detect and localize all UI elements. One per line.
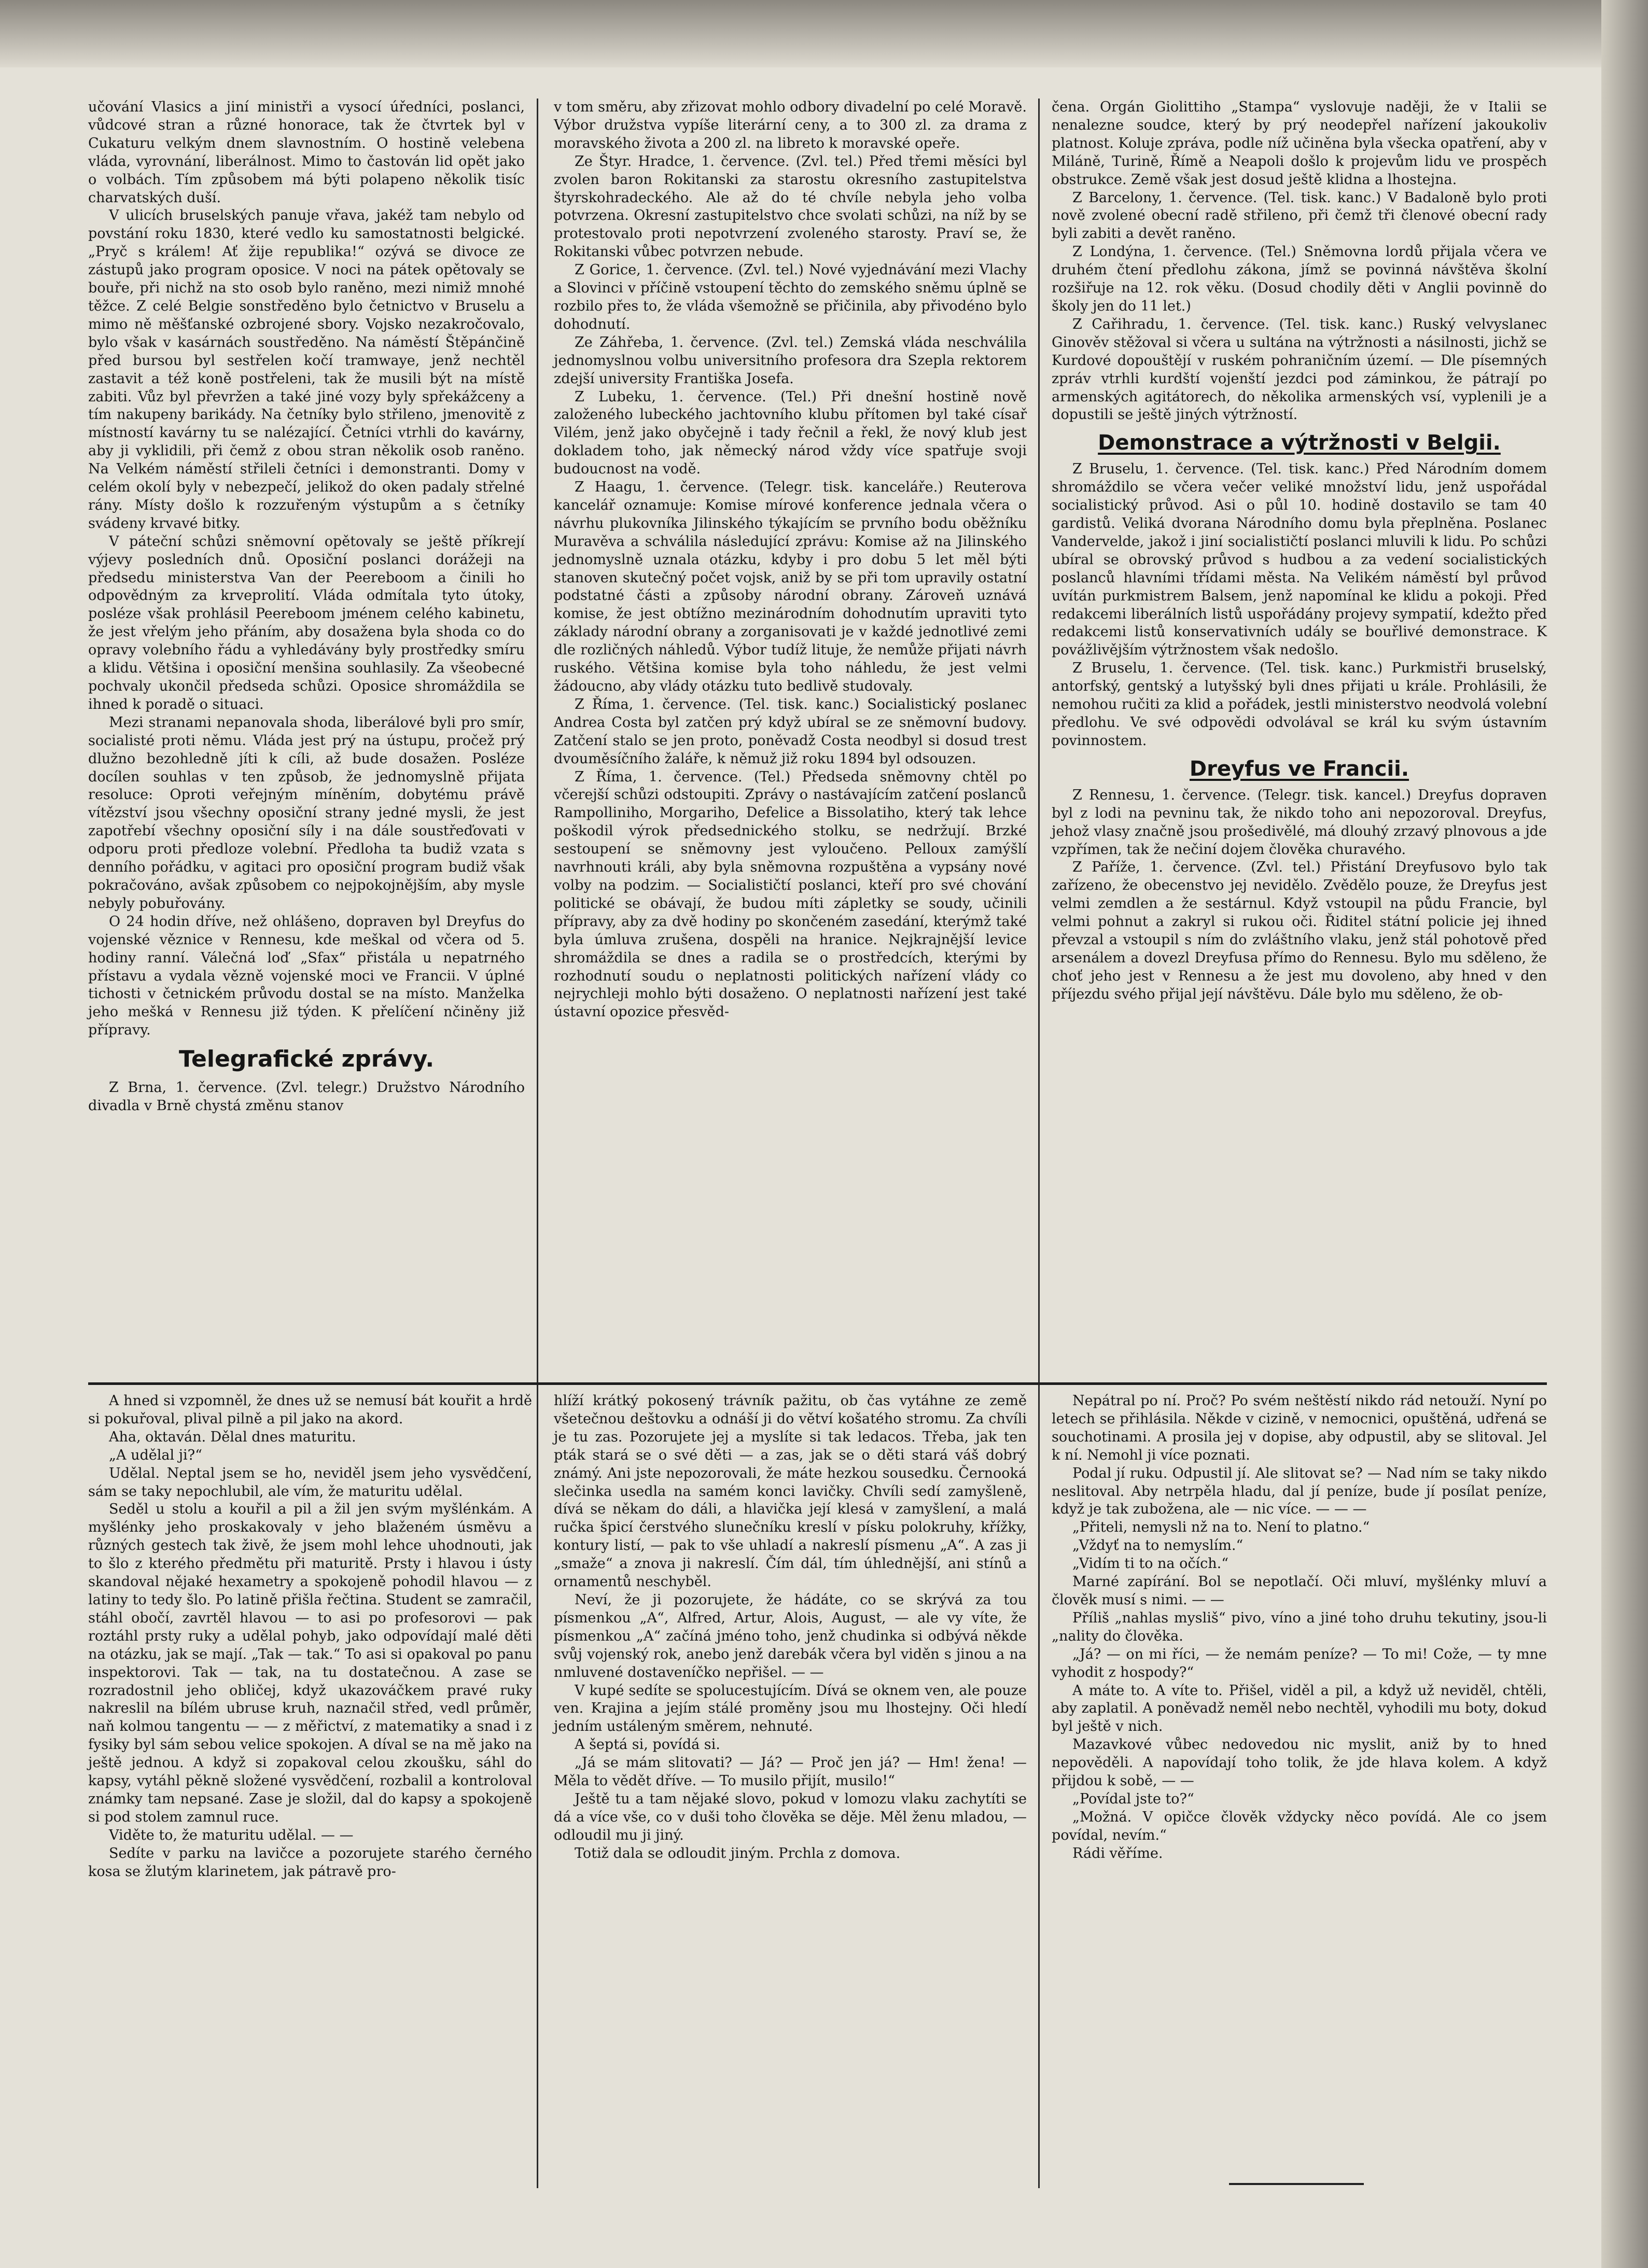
feuilleton-paragraph: Ještě tu a tam nějaké slovo, pokud v lomozu vlaku zachytíti se dá a více vše, co v duši toho člověka se děje. Měl ženu mladou, — odloudil mu ji jiný. (554, 1790, 1027, 1843)
column-rule-2 (1038, 99, 1040, 2188)
feuilleton-paragraph: „Já? — on mi říci, — že nemám peníze? — To mi! Cože, — ty mne vyhodit z hospody?“ (1052, 1646, 1547, 1681)
telegram-item: Z Říma, 1. července. (Tel.) Předseda sněmovny chtěl po včerejší schůzi odstoupiti. Zprávy o nastávajícím zatčení poslanců Rampolliniho, Morgariho, Defelice a Bissolatiho, který tak lehce poškodil výrok předsednického stolku, se nedržují. Brzké sestoupení se sněmovny jest vyloučeno. Pelloux zamýšlí navrhnouti králi, aby byla sněmovna rozpuštěna a vypsány nové volby na podzim. — Socialističtí poslanci, kteří pro své chování politické se obávají, že budou míti zápletky se soudy, učinili přípravy, aby za dvě hodiny po skončeném zasedání, kterýmž také byla úmluva zrušena, dospěli na hranice. Nejkrajnější levice shromáždila se dnes a radila se o prostředcích, kterými by rozhodnutí soudu o neplatnosti politických nařízení vlády co nejrychleji mohlo býti dosaženo. O neplatnosti nařízení jest také ústavní opozice přesvěd- (554, 768, 1027, 1020)
article-paragraph: O 24 hodin dříve, než ohlášeno, dopraven byl Dreyfus do vojenské věznice v Rennesu, kde meškal od včera od 5. hodiny ranní. Válečná loď „Sfax“ přistála u nepatrného přístavu a vydala vězně vojenské moci ve Francii. V úplné tichosti v četnickém průvodu dostal se na místo. Manželka jeho mešká v Rennesu již týden. K přelíčení nčiněny již přípravy. (88, 913, 525, 1039)
feuilleton-paragraph: Nepátral po ní. Proč? Po svém neštěstí nikdo rád netouží. Nyní po letech se přihlásila. Někde v cizině, v nemocnici, opuštěná, udřená se souchotinami. A prosila jej v dopise, aby odpustil, aby se slitoval. Jel k ní. Nemohl ji více poznati. (1052, 1393, 1547, 1463)
article-paragraph: učování Vlasics a jiní ministři a vysocí úředníci, poslanci, vůdcové stran a různé honorace, tak že čtvrtek byl v Cukaturu velkým dnem slavnostním. O hostině velebena vláda, vyrovnání, liberálnost. Mimo to častován lid opět jako o volbách. Tím způsobem má býti polapeno několik tisíc charvatských duší. (88, 99, 525, 206)
telegram-item: Z Barcelony, 1. července. (Tel. tisk. kanc.) V Badaloně bylo proti nově zvolené obecní radě střileno, při čemž tři členové obecní rady byli zabiti a devět raněno. (1052, 189, 1547, 242)
feuilleton-paragraph: hlíží krátký pokosený trávník pažitu, ob čas vytáhne ze země všetečnou deštovku a odnáší ji do větví košatého stromu. Za chvíli je tu zas. Pozorujete jej a myslíte si tak ledacos. Třeba, jak ten pták stará se o své děti — a zas, jak se o děti stará váš dobrý známý. Ani jste nepozorovali, že máte hezkou sousedku. Černooká slečinka usedla na samém konci lavičky. Chvíli sedí zamyšleně, dívá se někam do dáli, a hlavička její klesá v zamyšlení, a malá ručka špicí čerstvého slunečníku kreslí v písku polokruhy, křížky, kontury listí, — pak to vše uhladí a nakreslí písmenu „A“. A zas ji „smaže“ a znova ji nakreslí. Čím dál, tím úhlednější, ani stínů a ornamentů neschyběl. (554, 1393, 1027, 1590)
feuilleton-paragraph: A hned si vzpomněl, že dnes už se nemusí bát kouřit a hrdě si pokuřoval, plival pilně a pil jako na akord. (88, 1393, 532, 1427)
telegram-item: Z Lubeku, 1. července. (Tel.) Při dnešní hostině nově založeného lubeckého jachtovního klubu přítomen byl také císař Vilém, jenž jako obyčejně i tady řečnil a řekl, že nový klub jest dokladem toho, jak německý národ vždy více spatřuje svoji budoucnost na vodě. (554, 388, 1027, 478)
telegram-item: Z Londýna, 1. července. (Tel.) Sněmovna lordů přijala včera ve druhém čtení předlohu zákona, jímž se povinná návštěva školní rozšiřuje na 12. rok věku. (Dosud chodily děti v Anglii povinně do školy jen do 11 let.) (1052, 244, 1547, 314)
column-3 (1052, 99, 1547, 1374)
article-paragraph: V ulicích bruselských panuje vřava, jakéž tam nebylo od povstání roku 1830, které vedlo ku samostatnosti belgické. „Pryč s králem! Ať žije republika!“ ozývá se divoce ze zástupů jako program oposice. V noci na pátek opětovaly se bouře, při nichž na sto osob bylo raněno, mezi nimiž mnohé těžce. Z celé Belgie sonstředěno bylo četnictvo v Bruselu a mimo ně měšťanské ozbrojené sbory. Vojsko nezakročovalo, bylo však v kasárnách soustředěno. Na náměstí Štěpánčině před bursou byl sestřelen kočí tramwaye, jenž nechtěl zastavit a též koně postřeleni, tak že musili být na místě zabiti. Vůz byl převržen a také jiné vozy byly spřekážceny a tím nakupeny barikády. Na četníky bylo střileno, jmenovitě z místností kavárny tu se nalézající. Četníci vtrhli do kavárny, aby ji vyklidili, při čemž z obou stran několik osob raněno. Na Velkém náměstí střileli četníci i demonstranti. Domy v celém okolí byly v nebezpečí, jelikož do oken padaly střelné rány. Místy došlo k rozzuřeným výstupům a s četníky svádeny krvavé bitky. (88, 207, 525, 531)
feuilleton-paragraph: „Přiteli, nemysli nž na to. Není to platno.“ (1072, 1519, 1370, 1536)
telegram-item: Z Gorice, 1. července. (Zvl. tel.) Nové vyjednávání mezi Vlachy a Slovinci v příčině vstoupení těchto do zemského sněmu úplně se rozbilo přes to, že vláda všemožně se přičinila, aby přivodéno bylo dohodnutí. (554, 262, 1027, 332)
article-paragraph: Mezi stranami nepanovala shoda, liberálové byli pro smír, socialisté proti němu. Vláda jest prý na ústupu, pročež prý dlužno bezohledně jíti k cíli, až bude dosažen. Posléze docílen souhlas v ten způsob, že jednomyslně přijata resoluce: Oproti veřejným míněním, dobytému právě vítězství jsou všechny oposiční strany jedné mysli, že jest zapotřebí všechny oposiční síly i na dále soustřeďovati v odporu proti předloze volební. Předloha ta budiž vzata s denního pořádku, v agitaci pro oposiční program budiž však pokračováno, avšak způsobem co nejpokojnějším, aby mysle nebyly pobuřovány. (88, 714, 525, 912)
feuilleton-paragraph: „Já se mám slitovati? — Já? — Proč jen já? — Hm! žena! — Měla to vědět dříve. — To musilo přijít, musilo!“ (554, 1755, 1027, 1789)
feuilleton-paragraph: Sedíte v parku na lavičce a pozorujete starého černého kosa se žlutým klarinetem, jak pátravě pro- (88, 1845, 532, 1880)
section-heading-dreyfus: Dreyfus ve Francii. (1189, 757, 1409, 781)
feuilleton-paragraph: Totiž dala se odloudit jiným. Prchla z domova. (575, 1845, 901, 1861)
feuilleton-paragraph: „Vidím ti to na očích.“ (1072, 1556, 1229, 1572)
newspaper-page (78, 99, 1571, 2235)
telegram-item: Ze Záhřeba, 1. července. (Zvl. tel.) Zemská vláda neschválila jednomyslnou volbu universitního profesora dra Szepla rektorem zdejší university Františka Josefa. (554, 334, 1027, 387)
feuilleton-paragraph: Neví, že ji pozorujete, že hádáte, co se skrývá za tou písmenkou „A“, Alfred, Artur, Alois, August, — ale vy víte, že písmenkou „A“ začíná jméno toho, jenž chudinka si odbývá někde svůj vojenský rok, anebo jenž darebák včera byl viděn s jinou a na nmluvené dostaveníčko nepřišel. — — (554, 1591, 1027, 1681)
column-rule-1 (537, 99, 538, 2188)
feuilleton-paragraph: Aha, oktaván. Dělal dnes maturitu. (109, 1429, 356, 1445)
telegram-item: Z Paříže, 1. července. (Zvl. tel.) Přistání Dreyfusovo bylo tak zařízeno, že obecenstvo jej nevidělo. Zvědělo pouze, že Dreyfus jest velmi zemdlen a že sestárnul. Když vstoupil na půdu Francie, byl velmi pohnut a zakryl si rukou oči. Řiditel státní policie jej ihned převzal a vstoupil s ním do zvláštního vlaku, jenž stál pohotově před arsenálem a dovezl Dreyfusa přímo do Rennesu. Bylo mu sděleno, že choť jeho jest v Rennesu a že jest mu dovoleno, aby hned v den příjezdu svého přijal její návštěvu. Dále bylo mu sděleno, že ob- (1052, 859, 1547, 1002)
feuilleton-paragraph: Podal jí ruku. Odpustil jí. Ale slitovat se? — Nad ním se taky nikdo neslitoval. Aby netrpěla hladu, dal jí peníze, bude jí posílat peníze, když je tak zubožena, ale — nic více. — — — (1052, 1465, 1547, 1518)
feuilleton-paragraph: V kupé sedíte se spolucestujícím. Dívá se oknem ven, ale pouze ven. Krajina a jejím stálé proměny jsou mu lhostejny. Oči hledí jedním ustáleným směrem, nehnuté. (554, 1682, 1027, 1735)
column-2 (554, 99, 1027, 1374)
telegram-item: v tom směru, aby zřizovat mohlo odbory divadelní po celé Moravě. Výbor družstva vypíše literární ceny, a to 300 zl. za drama z moravského života a 200 zl. na libreto k moravské opeře. (554, 99, 1027, 151)
page-right-edge (1601, 0, 1648, 2268)
feuilleton-paragraph: „Povídal jste to?“ (1072, 1790, 1194, 1807)
end-rule (1229, 2183, 1364, 2185)
feuilleton-paragraph: A máte to. A víte to. Přišel, viděl a pil, a když už neviděl, chtěli, aby zaplatil. A poněvadž neměl nebo nechtěl, vyhodili mu boty, dokud byl ještě v nich. (1052, 1682, 1547, 1735)
article-paragraph: V páteční schůzi sněmovní opětovaly se ještě příkrejí výjevy posledních dnů. Oposiční poslanci dorážeji na předsedu ministerstva Van der Peereboom a činili ho odpovědným za krveprolití. Vláda odmítala tyto útoky, posléze však prohlásil Peereboom jménem celého kabinetu, že jest vřelým jeho přáním, aby dosažena byla shoda co do opravy volebního řádu a vyhledávány byly prostředky smíru a klidu. Většina i oposiční menšina souhlasily. Za všeobecné pochvaly ukončil předseda schůzi. Oposice shromáždila se ihned k poradě o situaci. (88, 533, 525, 712)
telegram-item: Z Rennesu, 1. července. (Telegr. tisk. kancel.) Dreyfus dopraven byl z lodi na pevninu tak, že nikdo toho ani nepozoroval. Dreyfus, jehož vlasy značně jsou prošedivělé, má dlouhý zrzavý plnovous a jde vzpřímen, tak že nečiní dojem člověka churavého. (1052, 787, 1547, 858)
feuilleton-paragraph: Příliš „nahlas mysliš“ pivo, víno a jiné toho druhu tekutiny, jsou-li „nality do člověka. (1052, 1609, 1547, 1644)
page-top-shadow (0, 0, 1648, 67)
feuilleton-column-1 (88, 1392, 532, 2165)
feuilleton-paragraph: „Možná. V opičce člověk vždycky něco povídá. Ale co jsem povídal, nevím.“ (1052, 1809, 1547, 1843)
feuilleton-paragraph: „Vždyť na to nemyslím.“ (1072, 1537, 1244, 1554)
feuilleton-paragraph: Seděl u stolu a kouřil a pil a žil jen svým myšlénkám. A myšlénky jeho proskakovaly v jeho blaženém úsměvu a různých gestech tak živě, že jsem mohl lehce uhodnouti, jak to šlo z kterého předmětu při maturitě. Prsty i hlavou i ústy skandoval nějaké hexametry a spokojeně pohodil hlavou — z latiny to tedy šlo. Po latině přišla řečtina. Student se zamračil, stáhl obočí, zavrtěl hlavou — to asi po profesorovi — pak roztáhl prsty ruky a udělal pohyb, jako odpovídají malé děti na otázku, jak se mají. „Tak — tak.“ To asi si opakoval po panu inspektorovi. Tak — tak, na tu dostatečnou. A zase se rozradostnil jeho obličej, když ukazováčkem pravé ruky nakreslil na bílém ubruse kruh, naznačil střed, vedl průměr, naň kolmou tangentu — — z měřictví, z matematiky a snad i z fysiky byl sám sebou velice spokojen. A díval se na mě jako na ještě jednou. A když si zopakoval celou zkoušku, sáhl do kapsy, vytáhl pěkně složené vysvědčení, rozbalil a kontroloval známky tam nepsané. Zase je složil, dal do kapsy a spokojeně si pod stolem zamnul ruce. (88, 1501, 532, 1825)
feuilleton-paragraph: A šeptá si, povídá si. (575, 1737, 720, 1753)
telegram-item: Z Haagu, 1. července. (Telegr. tisk. kanceláře.) Reuterova kancelář oznamuje: Komise mírové konference jednala včera o návrhu plukovníka Jilinského týkajícím se prvního bodu oběžníku Muravěva a schválila následující zprávu: Komise až na Jilinského jednomyslně uznala otázku, kdyby i pro dobu 5 let měl býti stanoven skutečný počet vojsk, aniž by se při tom upravily ostatní podstatné části a způsoby národní obrany. Zároveň uznává komise, že jest obtížno mezinárodním dohodnutím upraviti tyto základy národní obrany a zorganisovati je v každé jednotlivé zemi dle rozličných náhledů. Výbor tudíž lituje, že nemůže přijati návrh ruského. Většina komise byla toho náhledu, že jest velmi žádoucno, aby vlády otázku tuto bedlivě studovaly. (554, 479, 1027, 694)
section-heading-belgium: Demonstrace a výtržnosti v Belgii. (1098, 431, 1501, 455)
feuilleton-paragraph: Udělal. Neptal jsem se ho, neviděl jsem jeho vysvědčení, sám se taky nepochlubil, ale vím, že maturitu udělal. (88, 1465, 532, 1500)
feuilleton-column-3 (1052, 1392, 1547, 2165)
telegram-item: Z Cařihradu, 1. července. (Tel. tisk. kanc.) Ruský velvyslanec Ginověv stěžoval si včera u sultána na výtržnosti a násilnosti, jichž se Kurdové dopouštějí v ruském pohraničním území. — Dle písemných zpráv vtrhli kurdští vojenští jezdci pod záminkou, že pátrají po armenských agitátorech, do několika armenských vsí, vyplenili je a dopustili se ještě jiných výtržností. (1052, 316, 1547, 423)
feuilleton-paragraph: „A udělal ji?“ (109, 1447, 202, 1463)
telegram-item: Ze Štyr. Hradce, 1. července. (Zvl. tel.) Před třemi měsíci byl zvolen baron Rokitanski za starostu okresního zastupitelstva štyrskohradeckého. Ale až do té chvíle nebyla jeho volba potvrzena. Okresní zastupitelstvo chce svolati schůzi, na níž by se protestovalo proti nepotvrzení zvoleného starosty. Praví se, že Rokitanski vůbec potvrzen nebude. (554, 153, 1027, 260)
telegram-item: Z Brna, 1. července. (Zvl. telegr.) Družstvo Národního divadla v Brně chystá změnu stanov (88, 1080, 525, 1114)
feuilleton-column-2 (554, 1392, 1027, 2165)
feuilleton-paragraph: Rádi věříme. (1072, 1845, 1163, 1861)
telegram-item: Z Bruselu, 1. července. (Tel. tisk. kanc.) Před Národním domem shromáždilo se včera večer veliké množství lidu, jenž uspořádal socialistický průvod. Asi o půl 10. hodině dostavilo se tam 40 gardistů. Veliká dvorana Národního domu byla přeplněna. Poslanec Vandervelde, jakož i jiní socialističtí poslanci mluvili k lidu. Po schůzi ubíral se obrovský průvod s hudbou a za vedení socialistických poslanců hlavními třídami města. Na Velikém náměstí byl průvod uvítán purkmistrem Balsem, jenž napomínal ke klidu a pokoji. Před redakcemi liberálních listů uspořádány projevy sympatií, kdežto před redakcemi listů konservativních udály se bouřlivé demonstrace. K povážlivějším výtržnostem však nedošlo. (1052, 461, 1547, 659)
column-1 (88, 99, 525, 1374)
feuilleton-paragraph: Viděte to, že maturitu udělal. — — (109, 1827, 354, 1843)
feuilleton-rule (88, 1382, 1547, 1385)
feuilleton-paragraph: Mazavkové vůbec nedovedou nic myslit, aniž by to hned nepověděli. A napovídají toho tolik, že jde hlava kolem. A když přijdou k sobě, — — (1052, 1737, 1547, 1789)
telegram-item: čena. Orgán Giolittiho „Stampa“ vyslovuje naději, že v Italii se nenalezne soudce, který by prý neodepřel nařízení jakoukoliv platnost. Koluje zpráva, podle níž učiněna byla všecka opatření, aby v Miláně, Turině, Římě a Neapoli došlo k projevům lidu ve prospěch obstrukce. Země však jest dosud ještě klidna a lhostejna. (1052, 99, 1547, 188)
telegram-item: Z Říma, 1. července. (Tel. tisk. kanc.) Socialistický poslanec Andrea Costa byl zatčen prý když ubíral se ze sněmovní budovy. Zatčení stalo se jen proto, poněvadž Costa neodbyl si dosud trest dvouměsíčního žaláře, k němuž již roku 1894 byl odsouzen. (554, 696, 1027, 767)
telegram-item: Z Bruselu, 1. července. (Tel. tisk. kanc.) Purkmistři bruselský, antorfský, gentský a lutyšský byli dnes přijati u krále. Prohlásili, že nemohou ručiti za klid a pořádek, jestli ministerstvo neodvolá volební předlohu. Ve své odpovědi odvolával se král ku svým ústavním povinnostem. (1052, 660, 1547, 749)
section-heading-telegrams: Telegrafické zprávy. (178, 1046, 435, 1073)
feuilleton-paragraph: Marné zapírání. Bol se nepotlačí. Oči mluví, myšlénky mluví a člověk musí s nimi. — — (1052, 1574, 1547, 1608)
